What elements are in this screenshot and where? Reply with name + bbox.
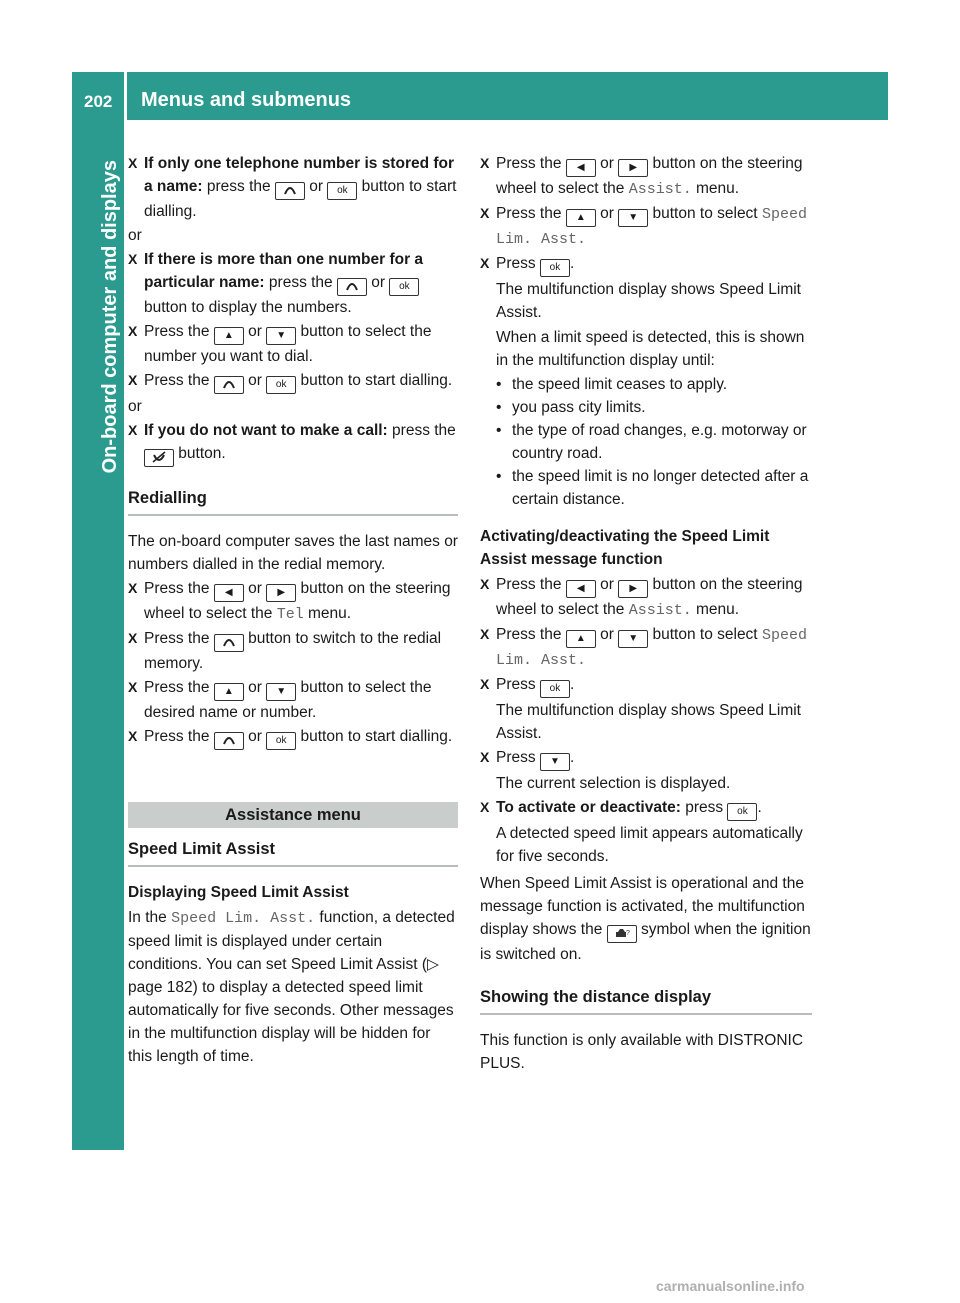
ok-key-icon: ok (727, 803, 757, 821)
arrow-icon: X (480, 626, 490, 642)
arrow-icon: X (128, 580, 138, 596)
step: X If you do not want to make a call: press the button. (128, 419, 458, 467)
phone-key-icon (214, 732, 244, 750)
arrow-icon: X (128, 155, 138, 171)
step: X If there is more than one number for a particular name: press the or ok button to display the numbers. (128, 248, 458, 319)
or-text: or (128, 398, 142, 415)
activating-heading: Activating/deactivating the Speed Limit Assist message function (480, 528, 770, 568)
up-key-icon: ▲ (214, 683, 244, 701)
down-key-icon: ▼ (266, 683, 296, 701)
arrow-icon: X (480, 749, 490, 765)
down-key-icon: ▼ (618, 209, 648, 227)
arrow-icon: X (128, 422, 138, 438)
step: X Press the button to switch to the redial memory. (128, 627, 458, 675)
ok-key-icon: ok (540, 259, 570, 277)
footer-watermark: carmanualsonline.info (656, 1278, 805, 1294)
down-key-icon: ▼ (618, 630, 648, 648)
phone-key-icon (275, 182, 305, 200)
speed-limit-car-icon (607, 925, 637, 943)
list-item: • you pass city limits. (496, 399, 646, 416)
result-text: When a limit speed is detected, this is shown in the multifunction display until: (496, 329, 805, 369)
distance-display-text: This function is only available with DISTRONIC PLUS. (480, 1032, 804, 1072)
or-text: or (128, 227, 142, 244)
arrow-icon: X (480, 155, 490, 171)
step: X Press the ▲ or ▼ button to select Speed Lim. Asst. (480, 623, 812, 672)
page-number: 202 (84, 92, 113, 111)
ok-key-icon: ok (266, 376, 296, 394)
result-text: The multifunction display shows Speed Limit Assist. (496, 702, 801, 742)
step: X If only one telephone number is stored for a name: press the or ok button to start dialling. (128, 152, 458, 223)
up-key-icon: ▲ (214, 327, 244, 345)
distance-display-heading: Showing the distance display (480, 986, 812, 1015)
arrow-icon: X (480, 799, 490, 815)
ok-key-icon: ok (327, 182, 357, 200)
step: X Press the ▲ or ▼ button to select the number you want to dial. (128, 320, 458, 368)
section-heading-redialling: Redialling (128, 487, 458, 516)
side-tab-label: On-board computer and displays (99, 160, 121, 474)
step: X Press ok . (480, 252, 812, 277)
arrow-icon: X (480, 255, 490, 271)
phone-key-icon (214, 376, 244, 394)
speed-limit-assist-heading: Speed Limit Assist (128, 838, 458, 867)
assistance-menu-heading: Assistance menu (128, 802, 458, 828)
step: X Press the or ok button to start dialling. (128, 725, 458, 750)
result-text: The current selection is displayed. (496, 775, 731, 792)
step: X Press ok . (480, 673, 812, 698)
left-key-icon: ◀ (214, 584, 244, 602)
list-item: • the speed limit ceases to apply. (496, 376, 728, 393)
list-item: • the type of road changes, e.g. motorway or country road. (496, 422, 807, 462)
down-key-icon: ▼ (266, 327, 296, 345)
step: X Press the ◀ or ▶ button on the steering wheel to select the Tel menu. (128, 577, 458, 626)
step: X Press the ▲ or ▼ button to select the desired name or number. (128, 676, 458, 724)
result-text: A detected speed limit appears automatically for five seconds. (496, 825, 803, 865)
right-key-icon: ▶ (618, 159, 648, 177)
ok-key-icon: ok (266, 732, 296, 750)
arrow-icon: X (128, 630, 138, 646)
page-reference-link[interactable]: page 182 (128, 979, 193, 996)
list-item: • the speed limit is no longer detected after a certain distance. (496, 468, 809, 508)
step: X Press the ◀ or ▶ button on the steering wheel to select the Assist. menu. (480, 573, 812, 622)
ok-key-icon: ok (389, 278, 419, 296)
hang-up-key-icon (144, 449, 174, 467)
operational-text: When Speed Limit Assist is operational and the message function is activated, the multifunction display shows the ? symbol when the ignition is switched on. (480, 875, 811, 963)
phone-key-icon (214, 634, 244, 652)
phone-key-icon (337, 278, 367, 296)
arrow-icon: X (480, 576, 490, 592)
arrow-icon: X (128, 728, 138, 744)
displaying-sla-heading: Displaying Speed Limit Assist (128, 884, 349, 901)
left-key-icon: ◀ (566, 159, 596, 177)
right-column (480, 152, 812, 1076)
displaying-sla-text: In the Speed Lim. Asst. function, a detected speed limit is displayed under certain conditions. You can set Speed Limit Assist (▷ page 182) to display a detected speed limit automatically for five seconds. Other messages in the multifunction display will be hidden for this length of time. (128, 909, 455, 1065)
arrow-icon: X (480, 676, 490, 692)
result-text: The multifunction display shows Speed Limit Assist. (496, 281, 801, 321)
arrow-icon: X (480, 205, 490, 221)
right-key-icon: ▶ (618, 580, 648, 598)
arrow-icon: X (128, 679, 138, 695)
step: X Press the ◀ or ▶ button on the steering wheel to select the Assist. menu. (480, 152, 812, 201)
arrow-icon: X (128, 372, 138, 388)
left-column (128, 152, 458, 1069)
arrow-icon: X (128, 251, 138, 267)
right-key-icon: ▶ (266, 584, 296, 602)
left-key-icon: ◀ (566, 580, 596, 598)
step: X Press ▼ . (480, 746, 812, 771)
header-separator (124, 72, 127, 120)
down-key-icon: ▼ (540, 753, 570, 771)
page-title: Menus and submenus (141, 89, 352, 111)
step: X Press the ▲ or ▼ button to select Speed Lim. Asst. (480, 202, 812, 251)
arrow-icon: X (128, 323, 138, 339)
up-key-icon: ▲ (566, 209, 596, 227)
page-ref-icon: ▷ (426, 956, 439, 973)
up-key-icon: ▲ (566, 630, 596, 648)
ok-key-icon: ok (540, 680, 570, 698)
redial-intro: The on-board computer saves the last names or numbers dialled in the redial memory. (128, 533, 458, 573)
svg-text:?: ? (625, 930, 630, 938)
step: X Press the or ok button to start dialling. (128, 369, 458, 394)
step: X To activate or deactivate: press ok . (480, 796, 812, 821)
side-marker (84, 880, 112, 908)
